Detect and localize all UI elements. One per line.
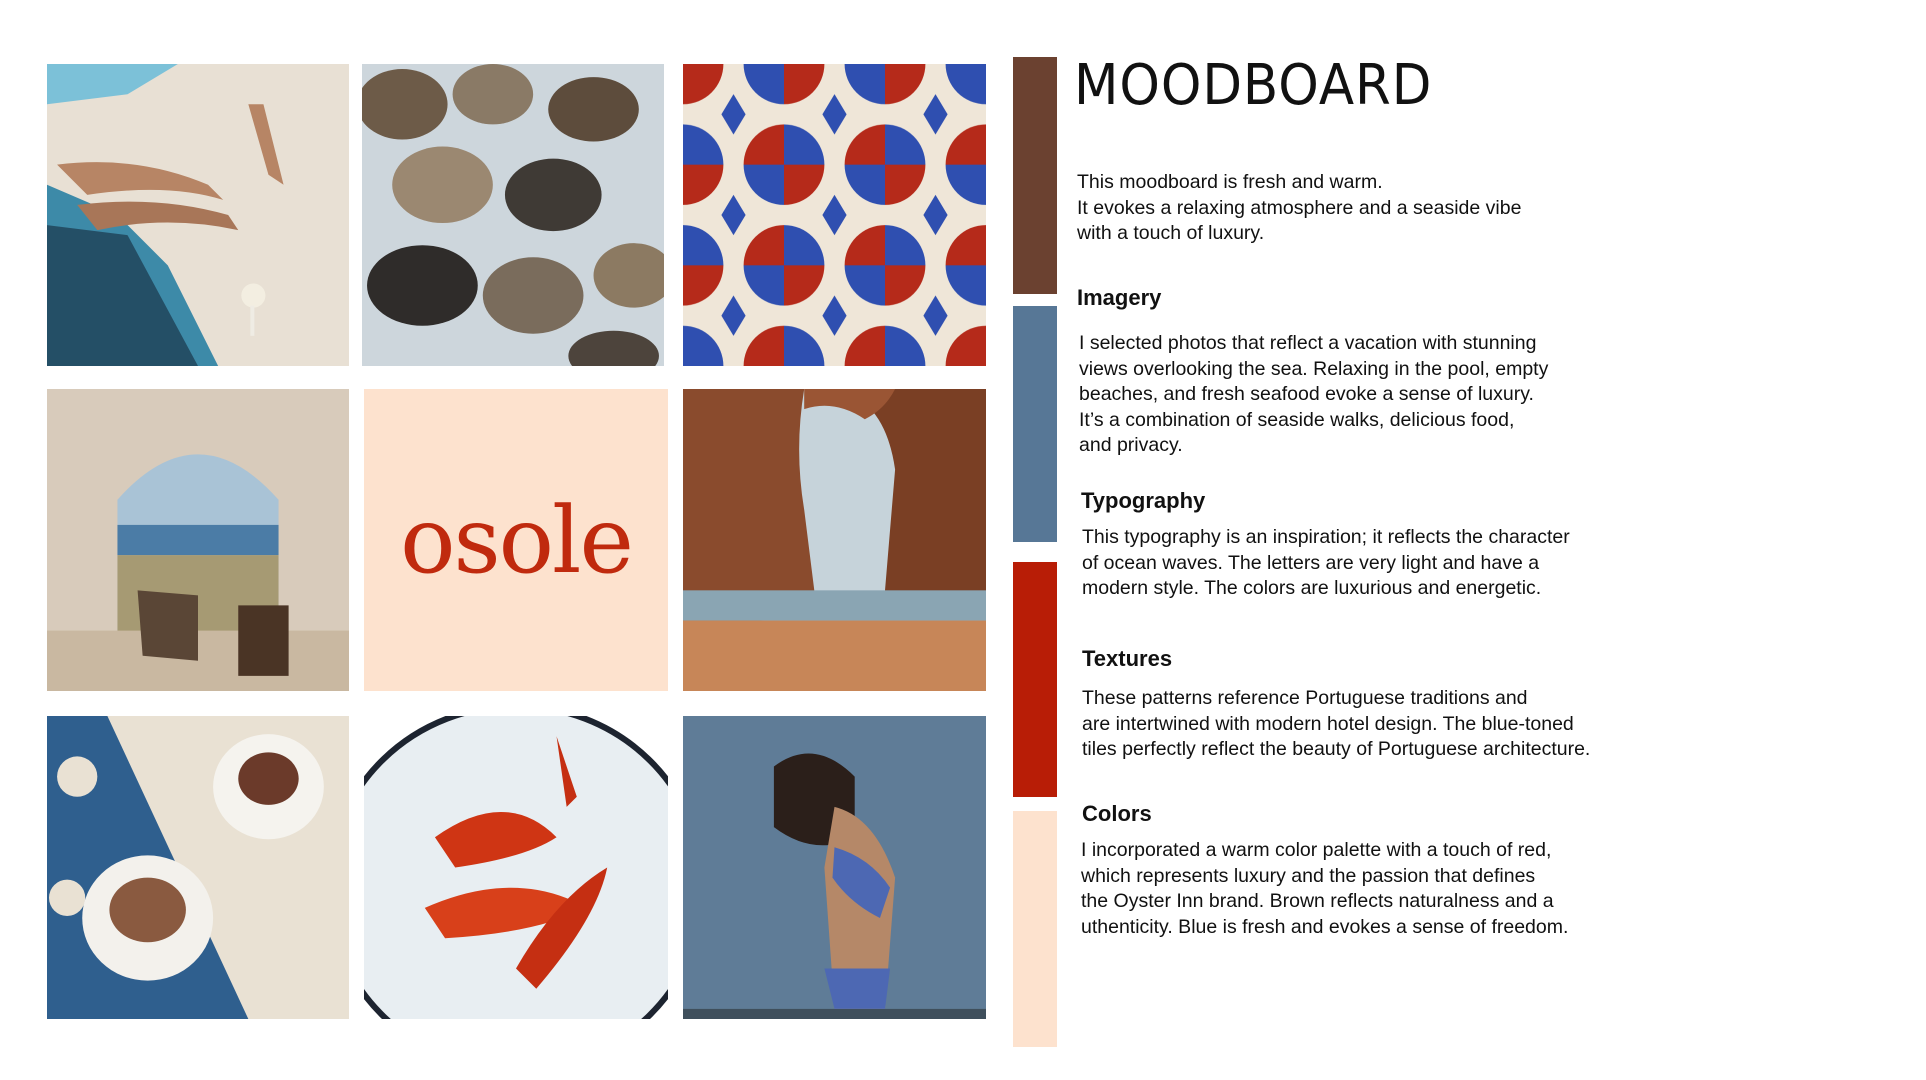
section-body-colors: I incorporated a warm color palette with a touch of red, which represents luxury and the passion that defines the Oyster Inn brand. Brown reflects naturalness and a uthenticity. Blue is fresh and evokes a sense of freedom. [1081, 839, 1569, 938]
brand-logo-text: osole [400, 486, 632, 594]
section-heading-typography: Typography [1081, 488, 1206, 513]
photo-pool-legs [47, 64, 349, 366]
page-title: MOODBOARD [1074, 53, 1433, 118]
photo-arch-sea-view [47, 389, 349, 691]
swatch-red [1013, 562, 1057, 797]
section-heading-colors: Colors [1082, 801, 1152, 826]
section-heading-imagery: Imagery [1077, 285, 1162, 310]
intro-text: This moodboard is fresh and warm. It evokes a relaxing atmosphere and a seaside vibe with a touch of luxury. [1077, 171, 1522, 244]
photo-woman-swimsuit [683, 716, 986, 1019]
section-body-textures: These patterns reference Portuguese traditions and are intertwined with modern hotel design. The blue-toned tiles perfectly reflect the beauty of Portuguese architecture. [1082, 687, 1591, 760]
photo-clams [362, 64, 664, 366]
swatch-brown [1013, 57, 1057, 294]
photo-cliff-arch-beach [683, 389, 986, 691]
swatch-blue [1013, 306, 1057, 542]
texture-portuguese-tiles-red-blue [683, 64, 986, 366]
photo-coffee-on-tiles [47, 716, 349, 1019]
section-body-typography: This typography is an inspiration; it reflects the character of ocean waves. The letters are very light and have a modern style. The colors are luxurious and energetic. [1082, 526, 1570, 599]
section-body-imagery: I selected photos that reflect a vacation with stunning views overlooking the sea. Relaxing in the pool, empty beaches, and fresh seafood evoke a sense of luxury. It’s a combination of seaside walks, delicious food, and privacy. [1079, 332, 1549, 456]
section-heading-textures: Textures [1082, 646, 1173, 671]
swatch-peach [1013, 811, 1057, 1047]
brand-logo-tile [364, 389, 668, 691]
photo-red-prawns-on-ice [364, 716, 668, 1019]
